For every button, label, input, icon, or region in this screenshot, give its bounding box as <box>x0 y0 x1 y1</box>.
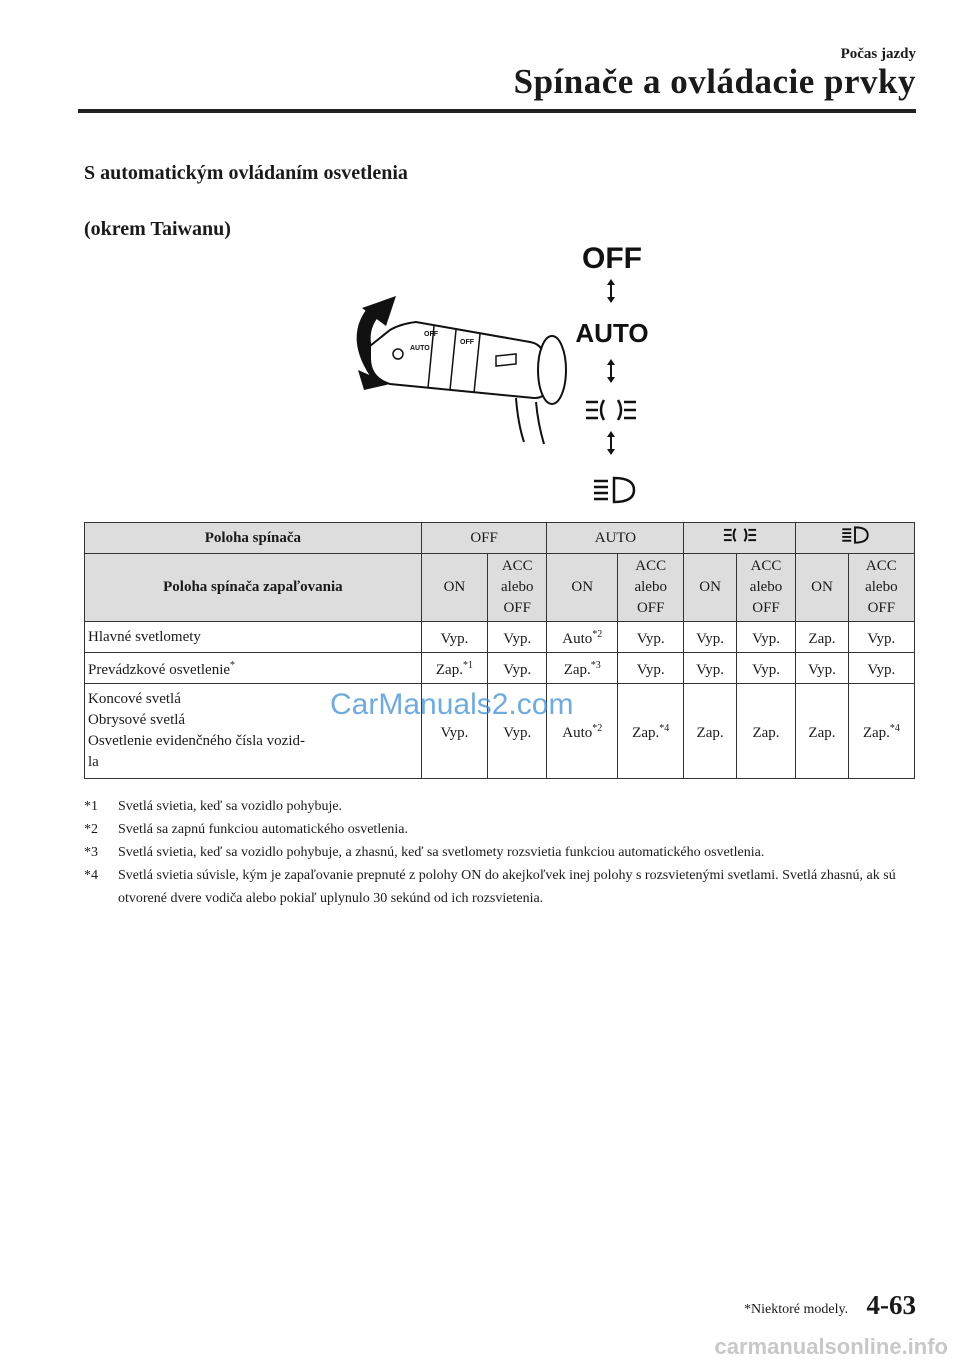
footnote-item: *2 Svetlá sa zapnú funkciou automatického osvetlenia. <box>84 822 409 837</box>
table-cell: Poloha spínača <box>85 523 422 554</box>
table-cell: Poloha spínača zapaľovania <box>85 554 422 622</box>
row-label: Koncové svetlá Obrysové svetlá Osvetlenie evidenčného čísla vozid- la <box>85 684 422 779</box>
footnote-item: *3 Svetlá svietia, keď sa vozidlo pohybuje, a zhasnú, keď sa svetlomety rozsvietia funkciou automatického osvetlenia. <box>84 845 765 860</box>
site-watermark: carmanualsonline.info <box>714 1334 948 1359</box>
alebo-label: alebo <box>865 579 898 595</box>
table-cell: Zap. <box>684 684 737 779</box>
table-cell: Vyp. <box>684 653 737 684</box>
lever-auto-label: AUTO <box>410 345 430 352</box>
table-cell: Zap. <box>796 684 849 779</box>
table-cell: AUTO <box>547 523 684 554</box>
header-rule <box>78 109 916 113</box>
lever-off-outer-label: OFF <box>424 331 438 338</box>
table-cell <box>848 554 914 622</box>
table-cell <box>618 554 684 622</box>
table-cell: Auto$^{*2}$ <box>547 622 618 653</box>
arrow-updown-icon <box>607 359 615 383</box>
table-cell <box>488 554 547 622</box>
table-cell: Vyp. <box>618 653 684 684</box>
subsection-heading: (okrem Taiwanu) <box>84 218 231 240</box>
table-cell: OFF <box>421 523 547 554</box>
section-name: Počas jazdy <box>840 46 916 62</box>
table-cell: Vyp. <box>684 622 737 653</box>
headlights-icon <box>841 526 869 544</box>
table-cell: Vyp. <box>488 684 547 779</box>
table-cell: Vyp. <box>736 622 795 653</box>
row-label: Hlavné svetlomety <box>85 622 422 653</box>
arrow-updown-icon <box>607 431 615 455</box>
table-cell: Vyp. <box>421 684 487 779</box>
acc-label: ACC <box>750 558 782 574</box>
page-title: Spínače a ovládacie prvky <box>513 62 916 101</box>
off-label: OFF <box>636 600 665 616</box>
models-note: *Niektoré modely. <box>744 1302 849 1317</box>
arrow-updown-icon <box>607 279 615 303</box>
alebo-label: alebo <box>749 579 783 595</box>
parking-lights-icon <box>721 526 759 544</box>
acc-label: ACC <box>865 558 897 574</box>
parking-lights-icon <box>586 400 636 420</box>
footnotes <box>84 795 914 910</box>
table-header-row <box>85 523 915 554</box>
table-row <box>85 622 915 653</box>
table-cell: Zap.$^{*1}$ <box>421 653 487 684</box>
light-switch-figure <box>330 238 660 518</box>
table-cell: Vyp. <box>488 622 547 653</box>
table-cell: Vyp. <box>796 653 849 684</box>
acc-label: ACC <box>635 558 667 574</box>
table-cell: Vyp. <box>848 622 914 653</box>
headlights-icon <box>594 478 634 502</box>
table-cell: Vyp. <box>618 622 684 653</box>
table-cell: Vyp. <box>488 653 547 684</box>
table-cell: Zap.$^{*4}$ <box>618 684 684 779</box>
footnote-item: *1 Svetlá svietia, keď sa vozidlo pohybuje. <box>84 799 343 814</box>
table-cell: Zap. <box>796 622 849 653</box>
page-number: 4-63 <box>866 1290 916 1320</box>
alebo-label: alebo <box>501 579 534 595</box>
table-cell: Auto$^{*2}$ <box>547 684 618 779</box>
table-cell: Vyp. <box>848 653 914 684</box>
alebo-label: alebo <box>634 579 667 595</box>
table-cell: Vyp. <box>421 622 487 653</box>
table-cell: ON <box>684 554 737 622</box>
off-label: OFF <box>867 600 896 616</box>
table-cell: Zap. <box>736 684 795 779</box>
table-cell: Zap.$^{*4}$ <box>848 684 914 779</box>
position-off-label: OFF <box>582 242 642 275</box>
table-cell <box>736 554 795 622</box>
table-cell <box>684 523 796 554</box>
table-row <box>85 653 915 684</box>
position-auto-label: AUTO <box>575 318 649 348</box>
table-cell: Vyp. <box>736 653 795 684</box>
section-heading: S automatickým ovládaním osvetlenia <box>84 162 408 184</box>
lever-illustration <box>370 322 566 444</box>
off-label: OFF <box>752 600 780 616</box>
table-cell: Zap.$^{*3}$ <box>547 653 618 684</box>
table-cell: ON <box>421 554 487 622</box>
acc-label: ACC <box>501 558 533 574</box>
off-label: OFF <box>503 600 531 616</box>
table-cell: ON <box>547 554 618 622</box>
table-cell <box>796 523 915 554</box>
footnote-item: *4 Svetlá svietia súvisle, kým je zapaľovanie prepnuté z polohy ON do akejkoľvek inej polohy s rozsvietenými svetlami. Svetlá zhasnú, ak sú otvorené dvere vodiča alebo pokiaľ uplynulo 30 sekúnd od ich rozsvietenia. <box>84 868 896 906</box>
row-label: Prevádzkové osvetlenie* <box>85 653 422 684</box>
lever-off-inner-label: OFF <box>460 339 474 346</box>
table-cell: ON <box>796 554 849 622</box>
light-switch-table <box>84 522 915 779</box>
watermark: CarManuals2.com <box>330 688 574 721</box>
table-ignition-row <box>85 554 915 622</box>
